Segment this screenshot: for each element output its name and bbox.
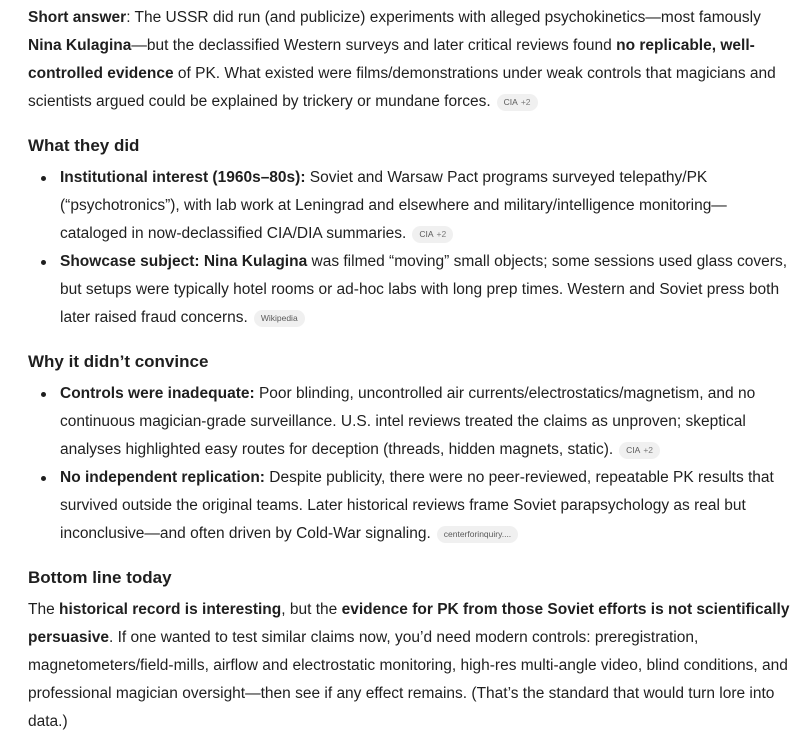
citation-chip-label: centerforinquiry.... xyxy=(443,529,512,539)
intro-text-2: —but the declassified Western surveys and later critical reviews found xyxy=(131,37,617,54)
item-text: Poor blinding, uncontrolled air currents/electrostatics/magnetism, and no continuous magician-grade surveillance. U.S. intel reviews treated the claims as unproven; skeptical analyses highlighted easy routes for deception (threads, hidden magnets, static). xyxy=(60,385,756,458)
list-item xyxy=(60,380,790,464)
item-text: was filmed “moving” small objects; some sessions used glass covers, but setups were typically hotel rooms or ad-hoc labs with long prep times. Western and Soviet press both later raised fraud concerns. xyxy=(60,253,788,326)
item-bold-lead: Showcase subject: Nina Kulagina xyxy=(60,253,308,270)
bottom-text-1: The xyxy=(28,601,60,618)
citation-chip-kulagina[interactable] xyxy=(254,310,305,327)
list-item xyxy=(60,248,790,332)
what-they-did-list xyxy=(28,164,800,332)
item-bold-lead: Controls were inadequate: xyxy=(60,385,255,402)
citation-chip-label: Wikipedia xyxy=(260,313,298,323)
citation-chip-label: CIA xyxy=(626,445,641,455)
item-bold-lead: No independent replication: xyxy=(60,469,265,486)
citation-chip-count: +2 xyxy=(520,97,531,107)
citation-chip-label: CIA xyxy=(503,97,518,107)
citation-chip-count: +2 xyxy=(643,445,654,455)
citation-chip-institutional[interactable] xyxy=(412,226,453,243)
item-bold-lead: Institutional interest (1960s–80s): xyxy=(60,169,306,186)
intro-text-1: : The USSR did run (and publicize) experiments with alleged psychokinetics—most famously xyxy=(126,9,761,26)
intro-lead: Short answer xyxy=(28,9,127,26)
citation-chip-replication[interactable] xyxy=(437,526,518,543)
item-text: Soviet and Warsaw Pact programs surveyed telepathy/PK (“psychotronics”), with lab work at Leningrad and elsewhere and military/intelligence monitoring—cataloged in now-declassified CIA/DIA summaries. xyxy=(60,169,727,242)
list-item xyxy=(60,464,790,548)
bottom-text-2: , but the xyxy=(281,601,342,618)
citation-chip-controls[interactable] xyxy=(619,442,660,459)
bottom-bold-1: historical record is interesting xyxy=(59,601,282,618)
bottom-line-paragraph xyxy=(28,596,794,736)
intro-text-3: of PK. What existed were films/demonstrations under weak controls that magicians and scientists argued could be explained by trickery or mundane forces. xyxy=(28,65,776,110)
heading-what-they-did: What they did xyxy=(28,136,140,155)
citation-chip-intro[interactable] xyxy=(497,94,538,111)
why-list xyxy=(28,380,800,548)
bottom-bold-2: evidence for PK from those Soviet efforts is not scientifically persuasive xyxy=(28,601,790,646)
intro-bold-finding: no replicable, well-controlled evidence xyxy=(28,37,755,82)
item-text: Despite publicity, there were no peer-reviewed, repeatable PK results that survived outside the original teams. Later historical reviews frame Soviet parapsychology as real but inconclusive—and often driven by Cold-War signaling. xyxy=(60,469,774,542)
list-item xyxy=(60,164,790,248)
bottom-text-3: . If one wanted to test similar claims now, you’d need modern controls: preregistration, magnetometers/field-mills, airflow and electrostatic monitoring, high-res multi-angle video, blind conditions, and professional magician oversight—then see if any effect remains. (That’s the standard that would turn lore into data.) xyxy=(28,629,788,730)
heading-bottom-line: Bottom line today xyxy=(28,568,172,587)
heading-why-it-didnt-convince: Why it didn’t convince xyxy=(28,352,209,371)
citation-chip-count: +2 xyxy=(436,229,447,239)
intro-paragraph xyxy=(28,4,794,116)
citation-chip-label: CIA xyxy=(419,229,434,239)
intro-name: Nina Kulagina xyxy=(28,37,132,54)
